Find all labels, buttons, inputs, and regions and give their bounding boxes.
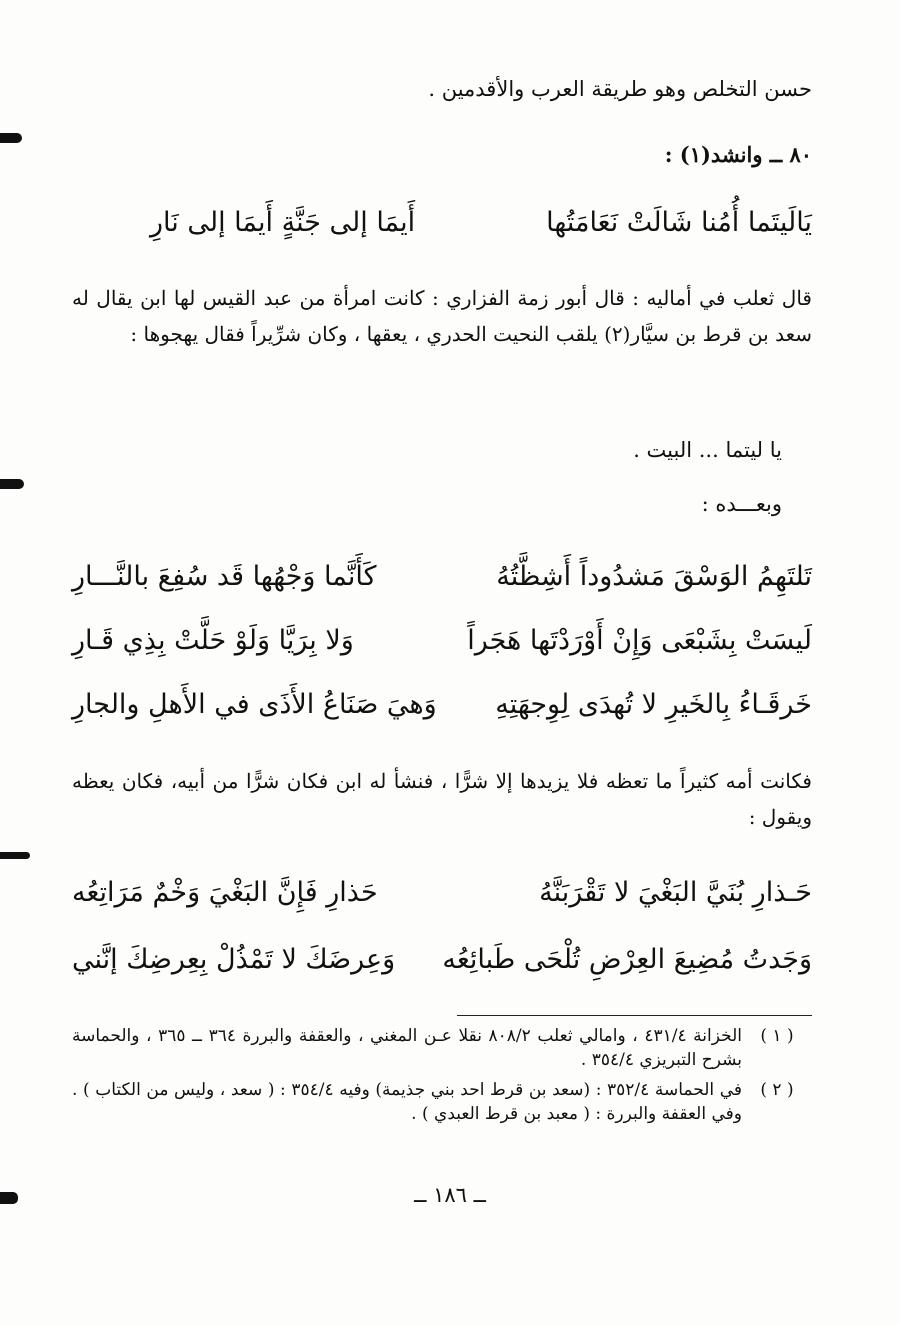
verse-line [72, 550, 812, 602]
verse-line [72, 614, 812, 666]
footnote [72, 1078, 812, 1126]
verse-first-hemistich: يَالَيتَما أُمُنا شَالَتْ نَعَامَتُها [546, 206, 812, 238]
entry-title: ٨٠ ــ وانشد(١) : [664, 142, 812, 167]
verse-second-hemistich: حَذارِ فَإِنَّ البَغْيَ وَخْمٌ مَرَاتِعُه [72, 876, 378, 908]
verse-second-hemistich: كَأَنَّما وَجْهُها قَد سُفِعَ بالنَّـــارِ [72, 560, 377, 592]
verse-line [72, 678, 812, 730]
after-label: وبعـــده : [701, 492, 782, 516]
page-number: ــ ١٨٦ ــ [414, 1183, 486, 1207]
footnote-text: الخزانة ٤٣١/٤ ، وامالي ثعلب ٨٠٨/٢ نقلا عـن المغني ، والعقفة والبررة ٣٦٤ ــ ٣٦٥ ، والحماسة بشرح التبريزي ٣٥٤/٤ . [72, 1026, 742, 1070]
verse-line [150, 196, 812, 248]
footnote-number: ( ٢ ) [760, 1080, 794, 1100]
verse-line [72, 866, 812, 918]
verse-line [72, 933, 812, 985]
header-line: حسن التخلص وهو طريقة العرب والأقدمين . [428, 77, 812, 101]
verse-second-hemistich: وَهيَ صَنَاعُ الأَذَى في الأَهلِ والجارِ [72, 688, 437, 720]
margin-mark [0, 852, 30, 859]
verse-first-hemistich: خَرقَـاءُ بِالخَيرِ لا تُهدَى لِوِجهَتِهِ [495, 688, 812, 720]
verse-second-hemistich: وَلا بِرَيَّا وَلَوْ حَلَّتْ بِذِي قَـارِ [72, 624, 354, 656]
margin-mark [0, 133, 22, 143]
footnote [72, 1024, 812, 1072]
verse-first-hemistich: حَـذارِ بُنَيَّ البَغْيَ لا تَقْرَبَنَّهُ [539, 876, 812, 908]
verse-second-hemistich: أَيمَا إلى جَنَّةٍ أَيمَا إلى نَارِ [150, 206, 416, 238]
verse-first-hemistich: لَيسَتْ بِشَبْعَى وَإِنْ أَوْرَدْتَها هَجَراً [467, 624, 812, 656]
footnote-text: في الحماسة ٣٥٢/٤ : (سعد بن قرط احد بني جذيمة) وفيه ٣٥٤/٤ : ( سعد ، وليس من الكتاب ) . وفي العقفة والبررة : ( معبد بن قرط العبدي ) . [72, 1080, 742, 1124]
paragraph: فكانت أمه كثيراً ما تعظه فلا يزيدها إلا شرًّا ، فنشأ له ابن فكان شرًّا من أبيه، فكان يعظه ويقول : [72, 769, 812, 829]
verse-second-hemistich: وَعِرضَكَ لا تَمْذُلْ بِعِرضِكَ إنَّني [72, 943, 396, 975]
verse-first-hemistich: وَجَدتُ مُضِيعَ العِرْضِ تُلْحَى طَبائِعُه [442, 943, 812, 975]
footnote-divider [457, 1015, 812, 1016]
margin-mark [0, 479, 24, 489]
quote-line: يا ليتما ... البيت . [633, 438, 782, 462]
footnote-number: ( ١ ) [760, 1026, 794, 1046]
verse-first-hemistich: تَلتَهِمُ الوَسْقَ مَشدُوداً أَشِظَّتُهُ [496, 560, 812, 592]
paragraph: قال ثعلب في أماليه : قال أبور زمة الفزاري : كانت امرأة من عبد القيس لها ابن يقال له سعد بن قرط بن سيَّار(٢) يلقب النحيت الحدري ، يعقها ، وكان شرِّيراً فقال يهجوها : [72, 286, 812, 346]
